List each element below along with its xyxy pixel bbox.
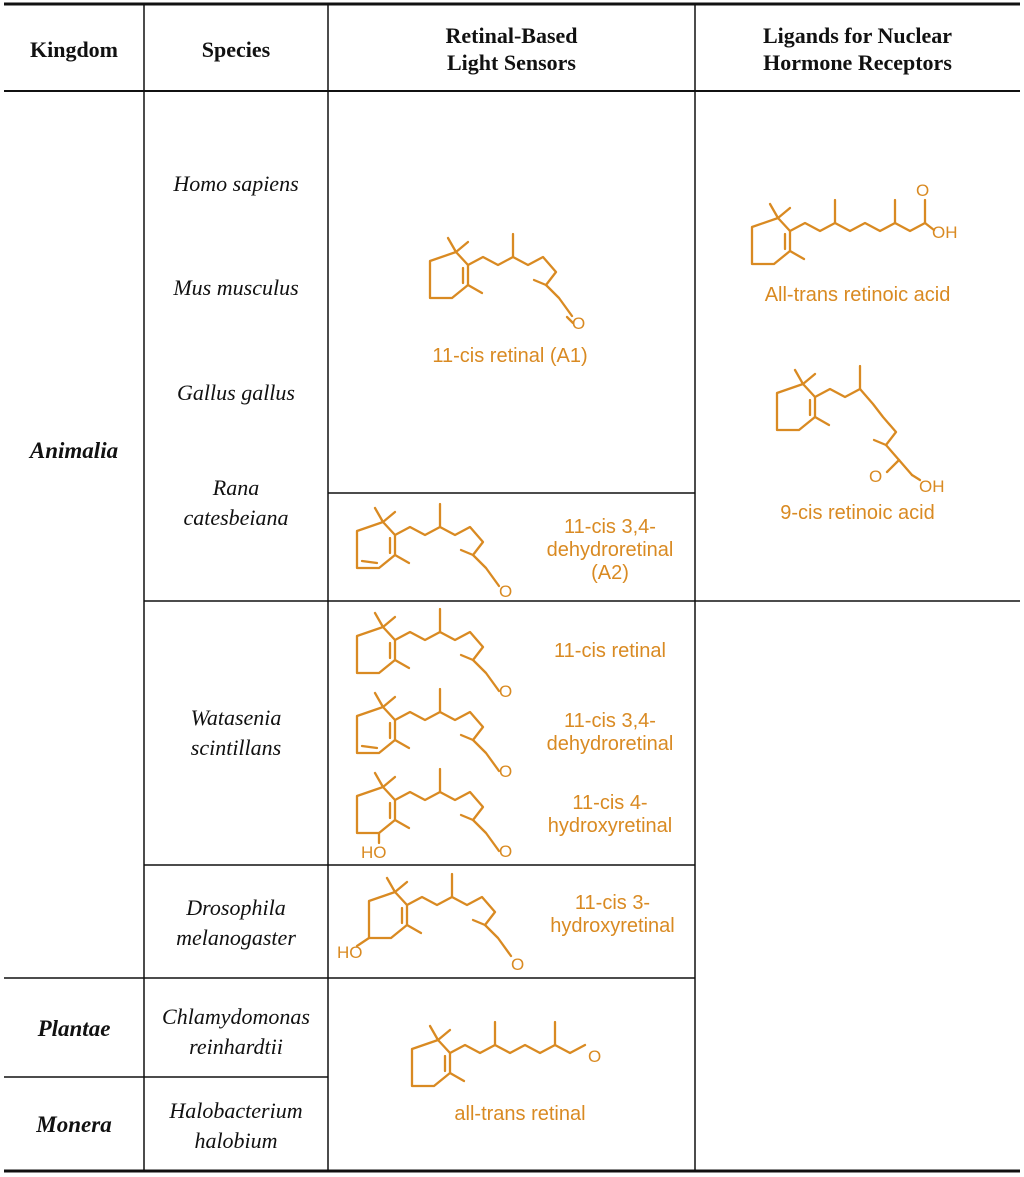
species-mus-musculus: Mus musculus [173, 275, 299, 300]
species-drosophila-line-1: Drosophila [186, 895, 286, 920]
species-rana-line-1: Rana [212, 475, 260, 500]
label-9-cis-retinoic-acid: 9-cis retinoic acid [780, 502, 935, 524]
atom-o-w1: O [499, 682, 513, 701]
label-watasenia-11-cis-retinal: 11-cis retinal [554, 640, 666, 662]
atom-o-alltrans: O [588, 1047, 602, 1066]
species-drosophila-melanogaster [144, 893, 328, 953]
structure-11-cis-retinal-a1 [426, 230, 596, 340]
species-drosophila-line-2: melanogaster [176, 925, 296, 950]
atom-o-w2: O [499, 762, 513, 781]
label-watasenia-dehydroretinal [530, 710, 690, 756]
label-11-cis-retinal-a1: 11-cis retinal (A1) [432, 345, 588, 367]
atom-ho-dro: HO [337, 943, 363, 962]
species-chlamy-line-2: reinhardtii [189, 1034, 283, 1059]
species-homo-sapiens: Homo sapiens [173, 171, 299, 196]
atom-o-a2: O [499, 582, 513, 601]
kingdom-plantae: Plantae [37, 1016, 111, 1041]
kingdom-animalia: Animalia [29, 438, 119, 463]
label-w2-line-2: dehydroretinal [546, 733, 674, 755]
label-all-trans-retinal: all-trans retinal [454, 1103, 586, 1125]
header-retinal-line-2: Light Sensors [447, 50, 576, 75]
species-chlamydomonas-reinhardtii [144, 1002, 328, 1062]
structure-all-trans-retinal [408, 1018, 618, 1098]
species-watasenia-scintillans [144, 703, 328, 763]
kingdom-monera: Monera [36, 1112, 112, 1137]
atom-o-atra: O [916, 181, 930, 200]
label-dro-line-1: 11-cis 3- [574, 892, 651, 914]
atom-ho-w3: HO [361, 843, 387, 862]
label-a2-line-1: 11-cis 3,4- [564, 516, 656, 538]
atom-o-9cis: O [869, 467, 883, 486]
species-rana-line-2: catesbeiana [183, 505, 289, 530]
structure-11-cis-dehydroretinal-a2 [353, 500, 523, 600]
species-halobacterium-halobium [144, 1096, 328, 1156]
species-watasenia-line-2: scintillans [190, 735, 282, 760]
structure-watasenia-11-cis-retinal [353, 605, 523, 701]
label-11-cis-dehydroretinal-a2 [530, 516, 690, 585]
label-a2-line-2: dehydroretinal [546, 539, 674, 561]
header-species: Species [201, 37, 271, 62]
label-w2-line-1: 11-cis 3,4- [564, 710, 656, 732]
atom-oh-9cis: OH [919, 477, 945, 496]
structure-9-cis-retinoic-acid [773, 362, 973, 497]
atom-o-a1: O [572, 314, 586, 333]
label-all-trans-retinoic-acid: All-trans retinoic acid [764, 284, 951, 306]
label-a2-line-3: (A2) [591, 562, 629, 584]
label-dro-line-2: hydroxyretinal [550, 915, 675, 937]
atom-o-w3: O [499, 842, 513, 861]
species-rana-catesbeiana [144, 473, 328, 533]
label-w3-line-2: hydroxyretinal [547, 815, 673, 837]
species-watasenia-line-1: Watasenia [190, 705, 282, 730]
header-nuclear-ligands [695, 22, 1020, 76]
header-ligands-line-2: Hormone Receptors [763, 50, 952, 75]
label-w3-line-1: 11-cis 4- [572, 792, 648, 814]
label-drosophila-hydroxyretinal [530, 892, 695, 938]
species-halo-line-1: Halobacterium [169, 1098, 303, 1123]
structure-all-trans-retinoic-acid [748, 182, 978, 272]
header-retinal-sensors [328, 22, 695, 76]
species-gallus-gallus: Gallus gallus [177, 380, 295, 405]
header-ligands-line-1: Ligands for Nuclear [762, 23, 953, 48]
header-kingdom: Kingdom [29, 37, 119, 62]
label-watasenia-hydroxyretinal [530, 792, 690, 838]
structure-drosophila-hydroxyretinal [335, 870, 535, 975]
structure-watasenia-hydroxyretinal [353, 765, 523, 865]
structure-watasenia-dehydroretinal [353, 685, 523, 781]
species-halo-line-2: halobium [194, 1128, 278, 1153]
atom-o-dro: O [511, 955, 525, 974]
species-chlamy-line-1: Chlamydomonas [162, 1004, 310, 1029]
atom-oh-atra: OH [932, 223, 958, 242]
header-retinal-line-1: Retinal-Based [445, 23, 578, 48]
